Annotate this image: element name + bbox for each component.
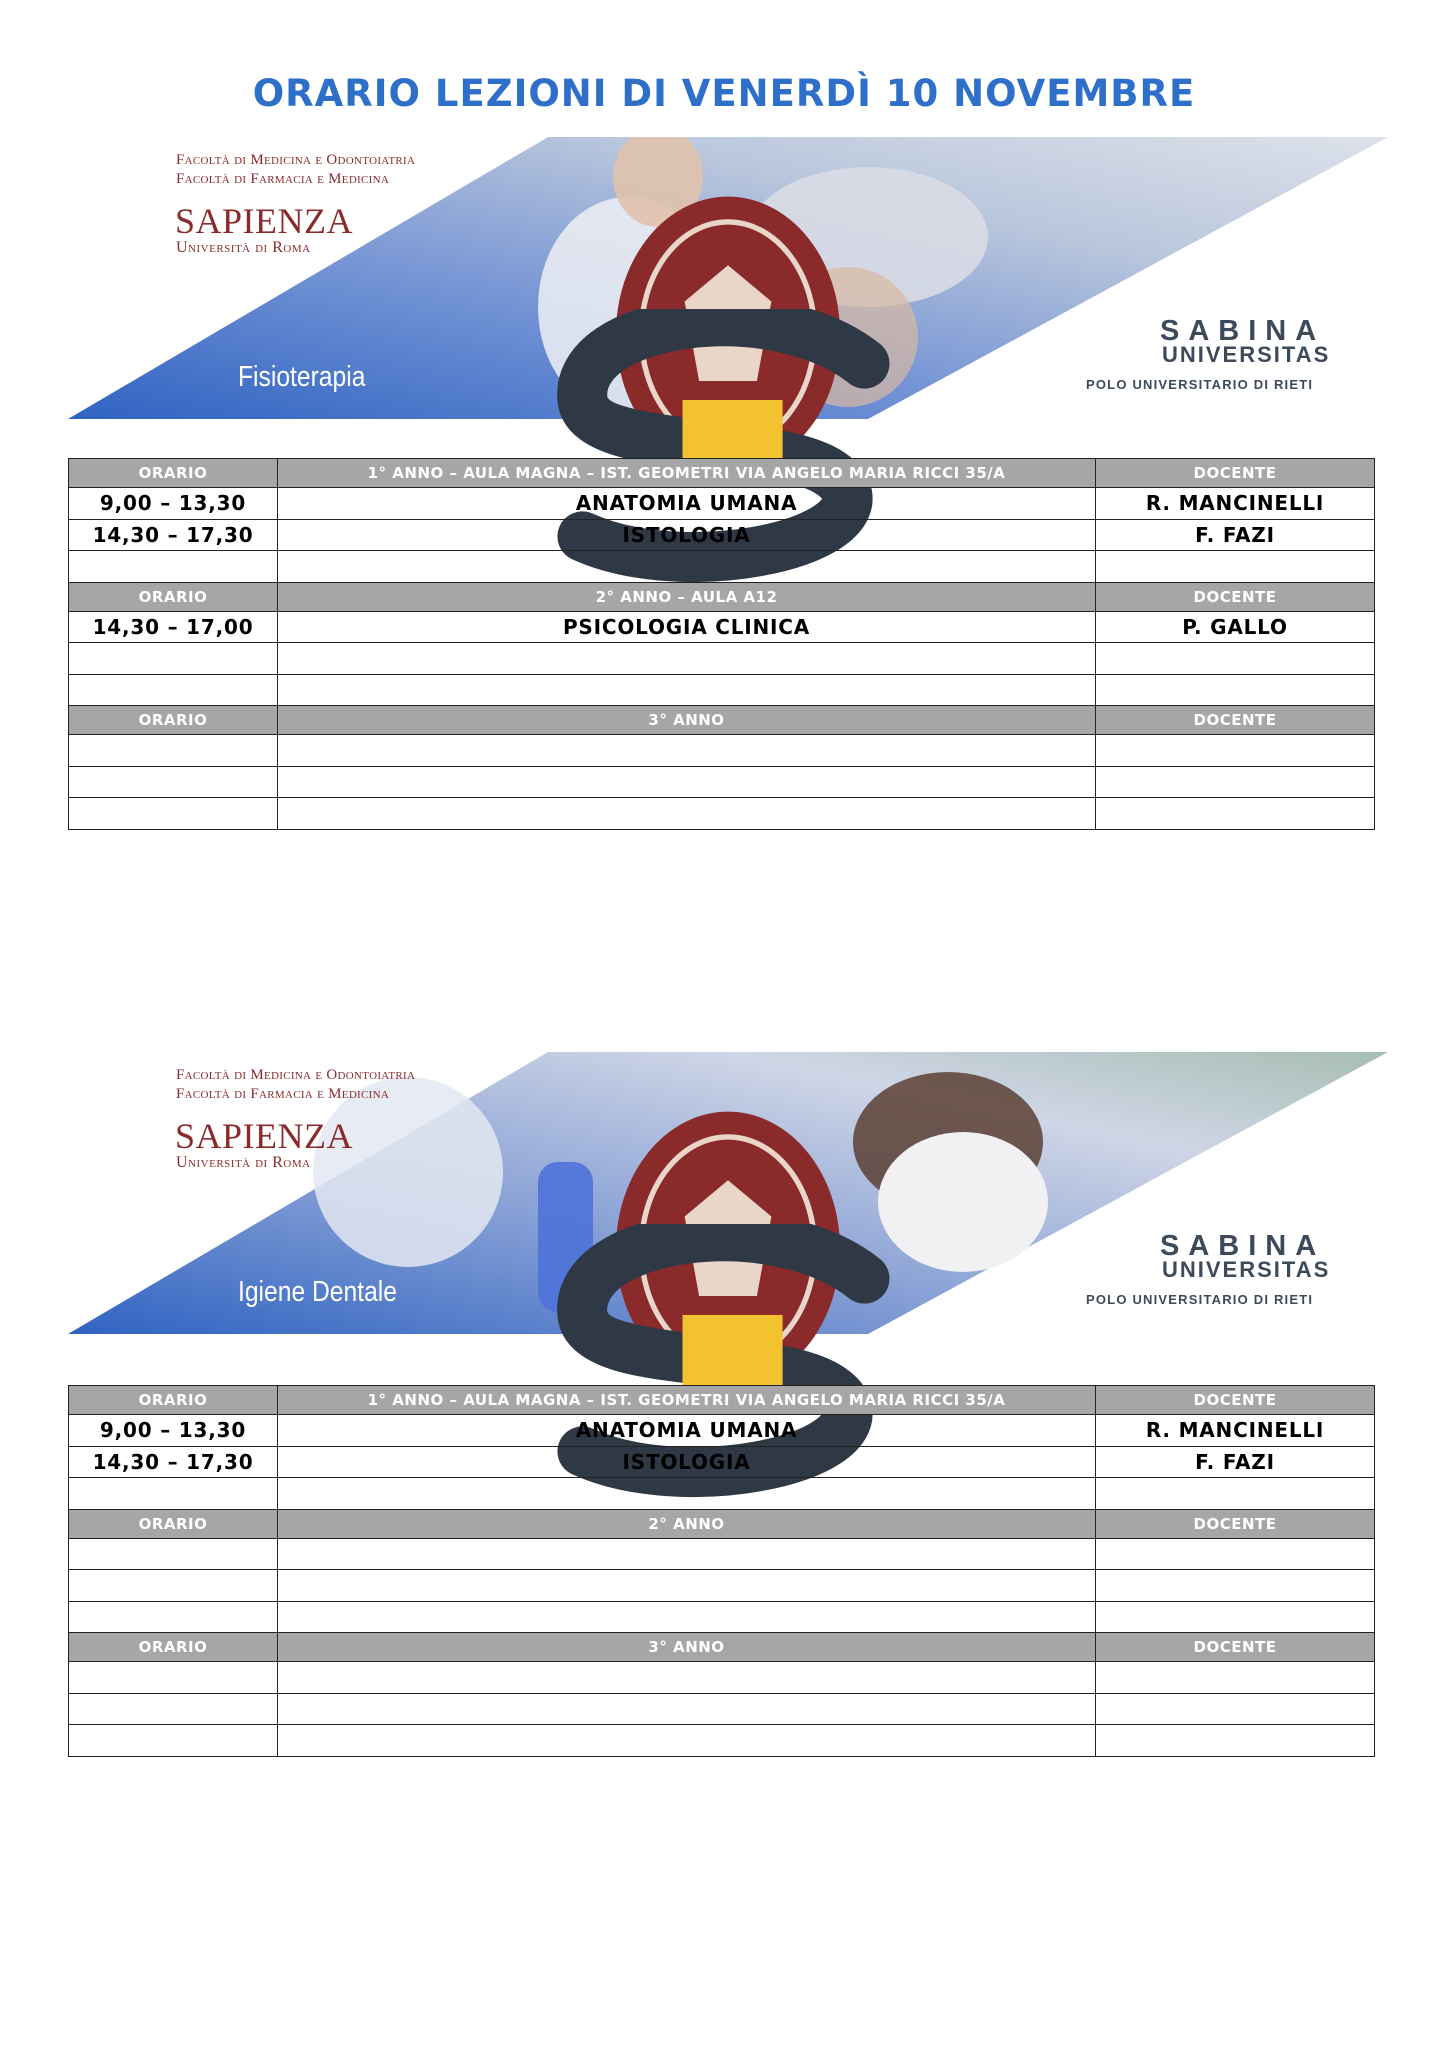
docente-header: DOCENTE xyxy=(1096,582,1375,611)
faculty-line-1: Facoltà di Medicina e Odontoiatria xyxy=(176,152,416,168)
materia-cell xyxy=(278,551,1096,583)
table-row xyxy=(69,1446,1375,1478)
table-row xyxy=(69,674,1375,706)
table-row xyxy=(69,1662,1375,1694)
orario-cell: 14,30 – 17,00 xyxy=(69,611,278,643)
materia-cell xyxy=(278,1478,1096,1510)
year-header: 2° ANNO – AULA A12 xyxy=(278,582,1096,611)
section-header-row xyxy=(69,1509,1375,1538)
docente-cell xyxy=(1096,1725,1375,1757)
section-header-row xyxy=(69,706,1375,735)
faculty-line-2: Facoltà di Farmacia e Medicina xyxy=(176,171,390,187)
partner-tagline: POLO UNIVERSITARIO DI RIETI xyxy=(1086,377,1314,392)
partner-subtitle: UNIVERSITAS xyxy=(1162,1257,1331,1282)
materia-cell xyxy=(278,674,1096,706)
table-row xyxy=(69,488,1375,520)
docente-cell: R. MANCINELLI xyxy=(1096,488,1375,520)
year-header: 3° ANNO xyxy=(278,1633,1096,1662)
schedule-table-fisioterapia xyxy=(68,458,1375,830)
table-row xyxy=(69,1693,1375,1725)
university-subtitle: Università di Roma xyxy=(176,1154,311,1171)
table-row xyxy=(69,798,1375,830)
docente-cell: F. FAZI xyxy=(1096,519,1375,551)
section-header-row xyxy=(69,459,1375,488)
orario-cell xyxy=(69,1725,278,1757)
course-title: Igiene Dentale xyxy=(238,1276,397,1308)
materia-cell: ISTOLOGIA xyxy=(278,1446,1096,1478)
docente-header: DOCENTE xyxy=(1096,459,1375,488)
docente-cell: P. GALLO xyxy=(1096,611,1375,643)
materia-cell: ANATOMIA UMANA xyxy=(278,1415,1096,1447)
orario-cell xyxy=(69,1662,278,1694)
banner-fisioterapia xyxy=(68,137,1388,419)
docente-cell xyxy=(1096,1478,1375,1510)
docente-cell xyxy=(1096,766,1375,798)
orario-header: ORARIO xyxy=(69,459,278,488)
orario-cell xyxy=(69,766,278,798)
table-row xyxy=(69,1478,1375,1510)
university-subtitle: Università di Roma xyxy=(176,239,311,256)
table-row xyxy=(69,643,1375,675)
docente-header: DOCENTE xyxy=(1096,706,1375,735)
materia-cell xyxy=(278,1725,1096,1757)
university-name: SAPIENZA xyxy=(175,201,354,241)
orario-cell xyxy=(69,1570,278,1602)
orario-cell: 14,30 – 17,30 xyxy=(69,519,278,551)
partner-subtitle: UNIVERSITAS xyxy=(1162,342,1331,367)
docente-cell xyxy=(1096,1570,1375,1602)
orario-cell: 14,30 – 17,30 xyxy=(69,1446,278,1478)
docente-cell xyxy=(1096,1601,1375,1633)
materia-cell xyxy=(278,1601,1096,1633)
partner-tagline: POLO UNIVERSITARIO DI RIETI xyxy=(1086,1292,1314,1307)
docente-cell xyxy=(1096,735,1375,767)
orario-cell: 9,00 – 13,30 xyxy=(69,1415,278,1447)
materia-cell: PSICOLOGIA CLINICA xyxy=(278,611,1096,643)
year-header: 1° ANNO – AULA MAGNA – IST. GEOMETRI VIA ANGELO MARIA RICCI 35/A xyxy=(278,459,1096,488)
orario-cell xyxy=(69,551,278,583)
docente-cell xyxy=(1096,551,1375,583)
schedule-table-igiene-dentale xyxy=(68,1385,1375,1757)
docente-cell: R. MANCINELLI xyxy=(1096,1415,1375,1447)
docente-cell xyxy=(1096,1693,1375,1725)
orario-cell xyxy=(69,798,278,830)
partner-name: SABINA xyxy=(1160,315,1326,347)
table-row xyxy=(69,735,1375,767)
materia-cell xyxy=(278,1662,1096,1694)
orario-cell xyxy=(69,643,278,675)
orario-cell xyxy=(69,674,278,706)
page-title: ORARIO LEZIONI DI VENERDÌ 10 NOVEMBRE xyxy=(252,72,1196,115)
orario-header: ORARIO xyxy=(69,1386,278,1415)
materia-cell xyxy=(278,1693,1096,1725)
materia-cell xyxy=(278,1538,1096,1570)
materia-cell xyxy=(278,735,1096,767)
materia-cell xyxy=(278,766,1096,798)
orario-header: ORARIO xyxy=(69,582,278,611)
docente-header: DOCENTE xyxy=(1096,1633,1375,1662)
table-row xyxy=(69,766,1375,798)
year-header: 2° ANNO xyxy=(278,1509,1096,1538)
docente-cell: F. FAZI xyxy=(1096,1446,1375,1478)
table-row xyxy=(69,611,1375,643)
orario-cell xyxy=(69,1478,278,1510)
orario-header: ORARIO xyxy=(69,1633,278,1662)
table-row xyxy=(69,551,1375,583)
orario-cell: 9,00 – 13,30 xyxy=(69,488,278,520)
year-header: 1° ANNO – AULA MAGNA – IST. GEOMETRI VIA ANGELO MARIA RICCI 35/A xyxy=(278,1386,1096,1415)
table-row xyxy=(69,1538,1375,1570)
section-header-row xyxy=(69,582,1375,611)
materia-cell xyxy=(278,1570,1096,1602)
materia-cell: ANATOMIA UMANA xyxy=(278,488,1096,520)
orario-cell xyxy=(69,1693,278,1725)
docente-header: DOCENTE xyxy=(1096,1509,1375,1538)
docente-cell xyxy=(1096,798,1375,830)
docente-cell xyxy=(1096,643,1375,675)
orario-header: ORARIO xyxy=(69,706,278,735)
materia-cell xyxy=(278,643,1096,675)
orario-cell xyxy=(69,1538,278,1570)
docente-header: DOCENTE xyxy=(1096,1386,1375,1415)
docente-cell xyxy=(1096,674,1375,706)
orario-cell xyxy=(69,735,278,767)
university-name: SAPIENZA xyxy=(175,1116,354,1156)
table-row xyxy=(69,519,1375,551)
course-title: Fisioterapia xyxy=(238,361,366,393)
table-row xyxy=(69,1725,1375,1757)
section-header-row xyxy=(69,1386,1375,1415)
partner-name: SABINA xyxy=(1160,1230,1326,1262)
table-row xyxy=(69,1415,1375,1447)
materia-cell xyxy=(278,798,1096,830)
table-row xyxy=(69,1601,1375,1633)
orario-cell xyxy=(69,1601,278,1633)
materia-cell: ISTOLOGIA xyxy=(278,519,1096,551)
orario-header: ORARIO xyxy=(69,1509,278,1538)
banner-igiene-dentale xyxy=(68,1052,1388,1334)
faculty-line-2: Facoltà di Farmacia e Medicina xyxy=(176,1086,390,1102)
faculty-line-1: Facoltà di Medicina e Odontoiatria xyxy=(176,1067,416,1083)
table-row xyxy=(69,1570,1375,1602)
docente-cell xyxy=(1096,1538,1375,1570)
section-header-row xyxy=(69,1633,1375,1662)
year-header: 3° ANNO xyxy=(278,706,1096,735)
docente-cell xyxy=(1096,1662,1375,1694)
